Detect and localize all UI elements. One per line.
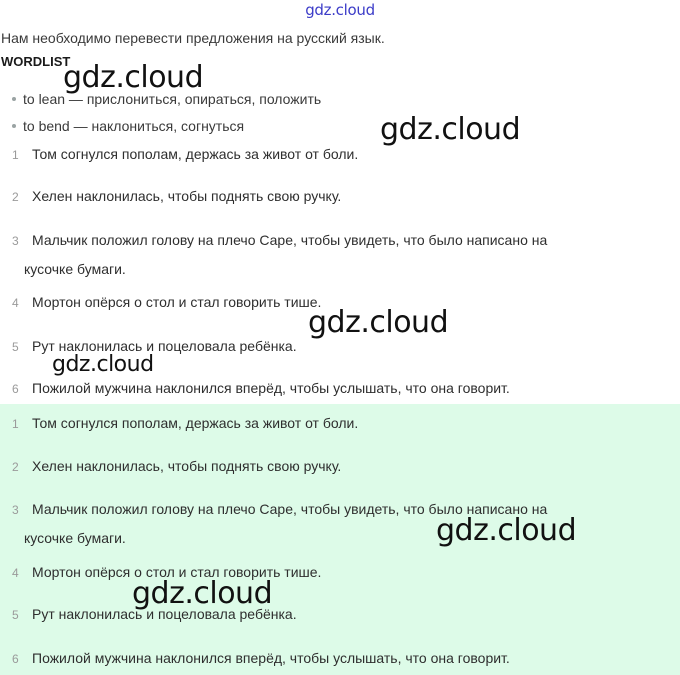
answer-item xyxy=(12,409,652,438)
answer-item xyxy=(12,558,652,587)
item-text: Рут наклонилась и поцеловала ребёнка. xyxy=(32,606,297,622)
item-text-continuation: кусочке бумаги. xyxy=(24,530,126,546)
answer-item xyxy=(12,644,652,673)
item-text: Пожилой мужчина наклонился вперёд, чтобы услышать, что она говорит. xyxy=(32,650,510,666)
wordlist-item-text: to bend — наклониться, согнуться xyxy=(23,118,245,134)
watermark: gdz.cloud xyxy=(52,352,154,377)
item-text-continuation: кусочке бумаги. xyxy=(24,261,126,277)
item-number: 5 xyxy=(12,608,19,622)
intro-text: Нам необходимо перевести предложения на русский язык. xyxy=(1,30,385,46)
answer-item xyxy=(12,600,652,629)
item-number: 4 xyxy=(12,566,19,580)
item-text: Мальчик положил голову на плечо Саре, чтобы увидеть, что было написано на xyxy=(32,232,548,248)
item-number: 3 xyxy=(12,234,19,248)
watermark: gdz.cloud xyxy=(308,305,449,340)
watermark: gdz.cloud xyxy=(436,513,577,548)
item-number: 1 xyxy=(12,417,19,431)
item-text: Мортон опёрся о стол и стал говорить тише. xyxy=(32,294,322,310)
item-text: Мальчик положил голову на плечо Саре, чтобы увидеть, что было написано на xyxy=(32,501,548,517)
item-text: Мортон опёрся о стол и стал говорить тише. xyxy=(32,564,322,580)
item-number: 1 xyxy=(12,148,19,162)
wordlist-title: WORDLIST xyxy=(1,54,71,69)
wordlist-item-text: to lean — прислониться, опираться, положить xyxy=(23,91,322,107)
bullet-dot-icon xyxy=(12,124,16,128)
watermark: gdz.cloud xyxy=(380,112,521,147)
task-item xyxy=(12,226,652,283)
item-number: 3 xyxy=(12,503,19,517)
task-item xyxy=(12,182,652,211)
item-text: Пожилой мужчина наклонился вперёд, чтобы услышать, что она говорит. xyxy=(32,380,510,396)
watermark: gdz.cloud xyxy=(63,60,204,95)
answer-item xyxy=(12,452,652,481)
item-number: 4 xyxy=(12,296,19,310)
item-text: Том согнулся пополам, держась за живот от боли. xyxy=(32,146,359,162)
task-item xyxy=(12,374,652,403)
item-text: Том согнулся пополам, держась за живот от боли. xyxy=(32,415,359,431)
item-number: 6 xyxy=(12,382,19,396)
task-item xyxy=(12,140,652,169)
item-number: 2 xyxy=(12,460,19,474)
item-number: 2 xyxy=(12,190,19,204)
item-text: Хелен наклонилась, чтобы поднять свою ручку. xyxy=(32,188,342,204)
item-text: Рут наклонилась и поцеловала ребёнка. xyxy=(32,338,297,354)
watermark: gdz.cloud xyxy=(132,576,273,611)
item-number: 5 xyxy=(12,340,19,354)
wordlist-item xyxy=(12,118,244,134)
header-watermark: gdz.cloud xyxy=(305,1,375,19)
item-text: Хелен наклонилась, чтобы поднять свою ручку. xyxy=(32,458,342,474)
bullet-dot-icon xyxy=(12,97,16,101)
item-number: 6 xyxy=(12,652,19,666)
